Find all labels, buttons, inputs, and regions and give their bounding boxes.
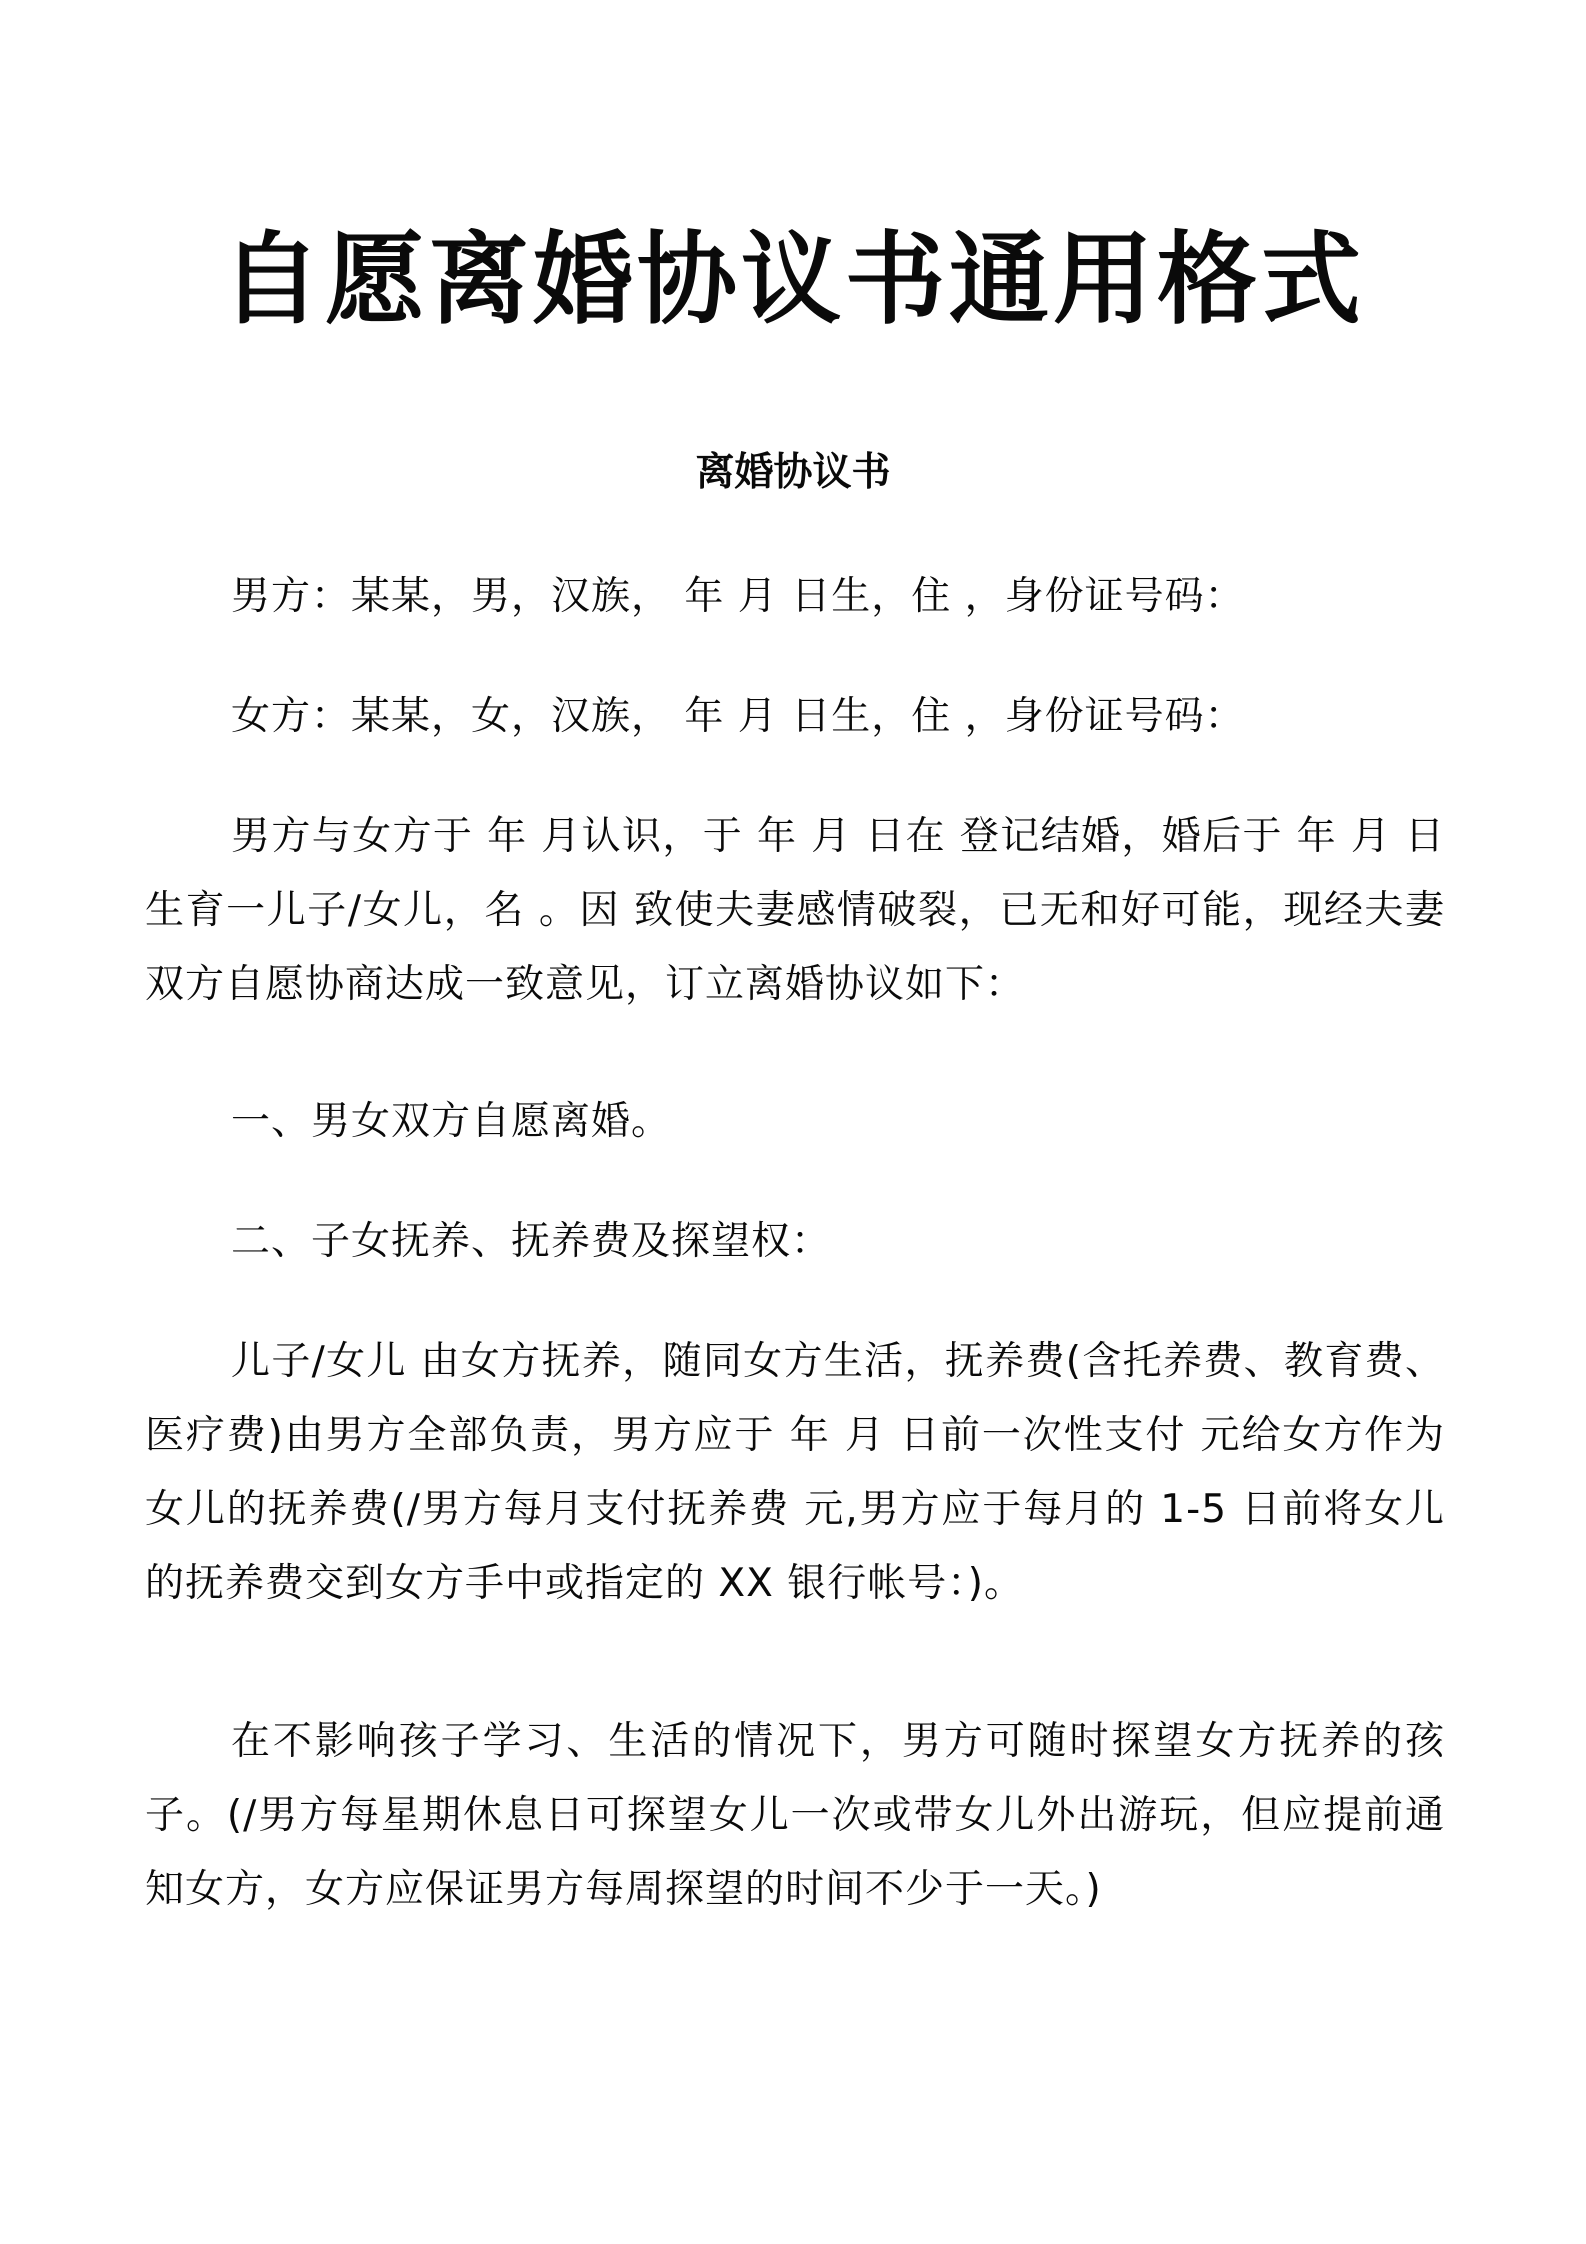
paragraph-marriage-background: 男方与女方于 年 月认识，于 年 月 日在 登记结婚，婚后于 年 月 日生育一儿子/女儿，名 。因 致使夫妻感情破裂，已无和好可能，现经夫妻双方自愿协商达成一致意见，订立离婚协议如下： [145, 814, 1445, 1007]
document-subtitle: 离婚协议书 [695, 450, 891, 495]
paragraph-visitation: 在不影响孩子学习、生活的情况下，男方可随时探望女方抚养的孩子。(/男方每星期休息日可探望女儿一次或带女儿外出游玩，但应提前通知女方，女方应保证男方每周探望的时间不少于一天。) [145, 1719, 1445, 1912]
paragraph-male-party: 男方：某某，男，汉族， 年 月 日生，住 ，身份证号码： [231, 574, 1245, 619]
paragraph-clause-two-heading: 二、子女抚养、抚养费及探望权： [231, 1219, 832, 1264]
paragraph-clause-one: 一、男女双方自愿离婚。 [231, 1099, 672, 1144]
paragraph-child-support: 儿子/女儿 由女方抚养，随同女方生活，抚养费(含托养费、教育费、医疗费)由男方全部负责，男方应于 年 月 日前一次性支付 元给女方作为女儿的抚养费(/男方每月支付抚养费 元,男方应于每月的 1-5 日前将女儿的抚养费交到女方手中或指定的 XX 银行帐号：)。 [145, 1339, 1445, 1606]
paragraph-female-party: 女方：某某，女，汉族， 年 月 日生，住 ，身份证号码： [231, 694, 1245, 739]
document-title: 自愿离婚协议书通用格式 [221, 221, 1365, 338]
